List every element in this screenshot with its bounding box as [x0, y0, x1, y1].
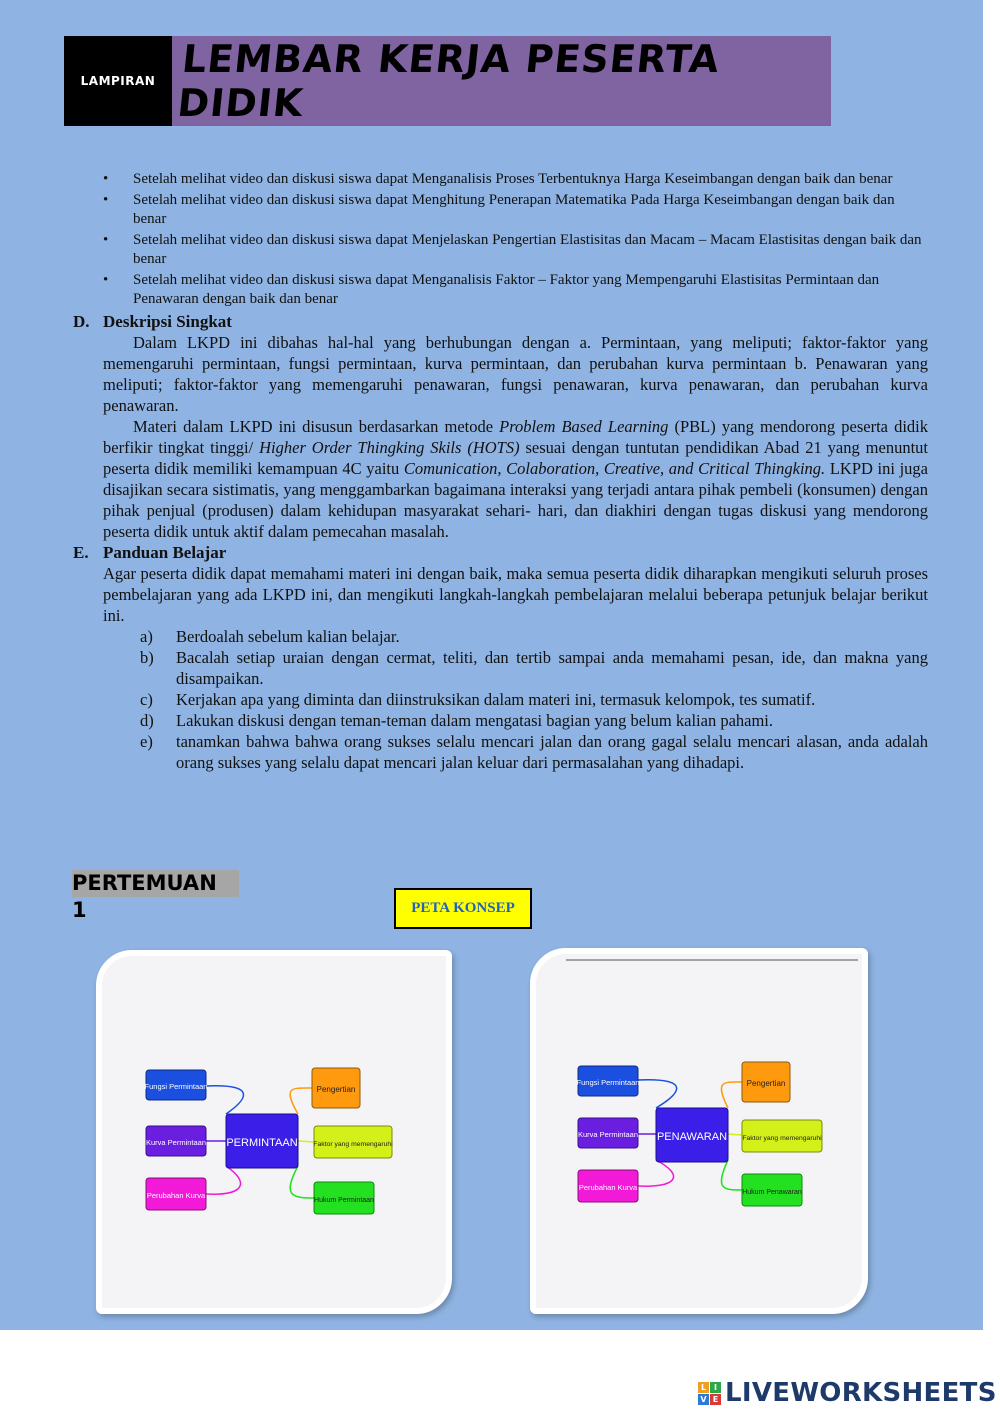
list-item — [70, 626, 928, 647]
list-item — [70, 689, 928, 710]
page-title: LEMBAR KERJA PESERTA DIDIK — [175, 37, 722, 125]
concept-map-penawaran — [530, 948, 868, 1314]
node-hukum-penawaran: Hukum Penawaran — [742, 1189, 802, 1196]
step-marker: e) — [140, 731, 153, 751]
step-text: Berdoalah sebelum kalian belajar. — [176, 626, 400, 646]
concept-map-svg — [102, 956, 446, 1308]
node-pengertian: Pengertian — [746, 1079, 786, 1088]
step-marker: b) — [140, 647, 154, 667]
step-marker: c) — [140, 689, 153, 709]
logo-letter: E — [710, 1394, 721, 1405]
list-item: • Setelah melihat video dan diskusi siswa dapat Menghitung Penerapan Matematika Pada Harga Keseimbangan dengan baik dan benar — [70, 191, 928, 230]
node-fungsi-permintaan: Fungsi Permintaan — [144, 1082, 208, 1091]
logo-letter: I — [710, 1382, 721, 1393]
study-steps-list — [70, 626, 928, 773]
list-item: • Setelah melihat video dan diskusi siswa dapat Menjelaskan Pengertian Elastisitas dan Macam – Macam Elastisitas dengan baik dan benar — [70, 231, 928, 270]
section-d-paragraph-1: Dalam LKPD ini dibahas hal-hal yang berhubungan dengan a. Permintaan, yang meliputi; faktor-faktor yang memengaruhi permintaan, fungsi permintaan, kurva permintaan, dan perubahan kurva permintaan b. Penawaran yang meliputi; faktor-faktor yang memengaruhi penawaran, fungsi penawaran, kurva penawaran, dan perubahan kurva penawaran. — [103, 332, 928, 415]
logo-letter: V — [698, 1394, 709, 1405]
text-run-italic: Comunication, Colaboration, Creative, and Critical Thingking. — [403, 458, 826, 478]
list-item — [70, 647, 928, 689]
list-item: • Setelah melihat video dan diskusi siswa dapat Menganalisis Proses Terbentuknya Harga Keseimbangan dengan baik dan benar — [70, 170, 928, 190]
main-content — [70, 170, 928, 773]
concept-map-svg — [536, 954, 862, 1308]
node-kurva-permintaan: Kurva Permintaan — [577, 1130, 639, 1139]
step-text: tanamkan bahwa bahwa orang sukses selalu mencari jalan dan orang gagal selalu mencari alasan, anda adalah orang sukses yang selalu dapat mencari jalan keluar dari permasalahan yang dihadapi. — [176, 731, 928, 772]
node-perubahan-kurva: Perubahan Kurva — [578, 1183, 638, 1192]
section-d-heading — [70, 311, 928, 332]
logo-text: LIVEWORKSHEETS — [725, 1378, 997, 1408]
node-fungsi-permintaan: Fungsi Permintaan — [576, 1078, 640, 1087]
section-e-heading — [70, 542, 928, 563]
node-hukum-permintaan: Hukum Permintaan — [314, 1197, 374, 1204]
step-marker: d) — [140, 710, 154, 730]
text-run: sesuai dengan tuntutan pendidikan Abad 21 yang menuntut peserta didik memiliki kemampuan 4C yaitu — [103, 437, 929, 478]
node-center-penawaran: PENAWARAN — [656, 1131, 728, 1143]
section-e-intro: Agar peserta didik dapat memahami materi ini dengan baik, maka semua peserta didik diharapkan mengikuti seluruh proses pembelajaran yang ada LKPD ini, dan mengikuti langkah-langkah pembelajaran melalui beberapa petunjuk belajar berikut ini. — [103, 563, 928, 625]
text-run-italic: Problem Based Learning — [499, 416, 669, 436]
logo-letter: L — [698, 1382, 709, 1393]
node-perubahan-kurva: Perubahan Kurva — [146, 1191, 206, 1200]
section-d-title: Deskripsi Singkat — [103, 311, 232, 331]
node-pengertian: Pengertian — [316, 1085, 356, 1094]
section-e-title: Panduan Belajar — [103, 542, 227, 562]
node-faktor: Faktor yang memengaruhi — [742, 1135, 822, 1142]
text-run: LKPD ini juga disajikan secara sistimatis, yang menggambarkan bagaimana interaksi yang terjadi antara pihak pembeli (konsumen) dengan pihak penjual (produsen) dalam kehidupan masyarakat sehari- hari, dan diakhiri dengan tugas diskusi yang mendorong peserta didik untuk aktif dalam pemecahan masalah. — [103, 458, 928, 541]
step-text: Lakukan diskusi dengan teman-teman dalam mengatasi bagian yang belum kalian pahami. — [176, 710, 774, 730]
step-marker: a) — [140, 626, 153, 646]
node-kurva-permintaan: Kurva Permintaan — [145, 1138, 207, 1147]
step-text: Bacalah setiap uraian dengan cermat, teliti, dan tertib sampai anda memahami pesan, ide, dan makna yang disampaikan. — [176, 647, 928, 688]
concept-map-permintaan — [96, 950, 452, 1314]
section-d-paragraph-2 — [70, 416, 928, 542]
objectives-list — [70, 170, 928, 310]
page-title-banner — [172, 36, 831, 126]
list-item — [70, 731, 928, 773]
lampiran-label-box — [64, 36, 172, 126]
list-item — [70, 710, 928, 731]
step-text: Kerjakan apa yang diminta dan diinstruksikan dalam materi ini, termasuk kelompok, tes sumatif. — [176, 689, 816, 709]
logo-icon — [698, 1382, 721, 1405]
lampiran-label: LAMPIRAN — [80, 74, 156, 88]
text-run: (PBL) yang mendorong peserta didik berfikir tingkat tinggi/ — [103, 416, 928, 457]
pertemuan-heading: PERTEMUAN 1 — [72, 870, 239, 897]
peta-konsep-label: PETA KONSEP — [394, 888, 532, 929]
liveworksheets-logo[interactable] — [698, 1378, 997, 1408]
text-run-italic: Higher Order Thingking Skils (HOTS) — [259, 437, 520, 457]
section-e-letter: E. — [73, 542, 89, 562]
node-center-permintaan: PERMINTAAN — [226, 1137, 298, 1149]
text-run: Materi dalam LKPD ini disusun berdasarkan metode — [133, 416, 500, 436]
node-faktor: Faktor yang memengaruhi — [313, 1141, 393, 1148]
section-d-letter: D. — [73, 311, 90, 331]
list-item: • Setelah melihat video dan diskusi siswa dapat Menganalisis Faktor – Faktor yang Mempengaruhi Elastisitas Permintaan dan Penawaran dengan baik dan benar — [70, 271, 928, 310]
